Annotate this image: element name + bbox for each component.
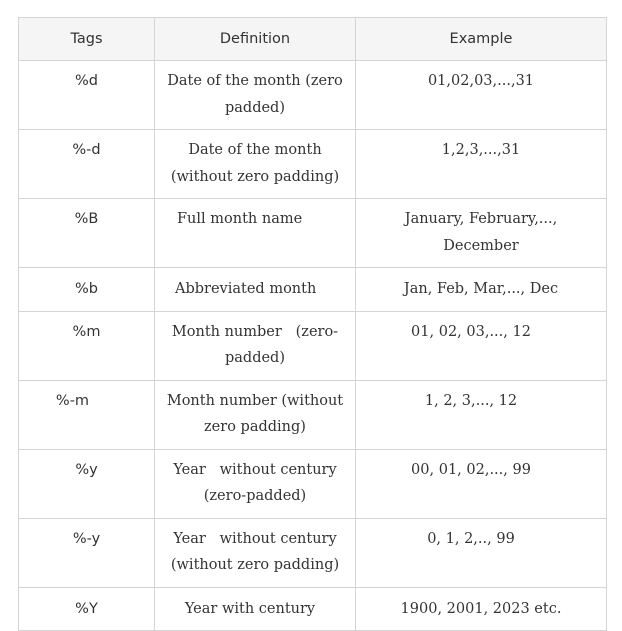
table-row bbox=[19, 518, 607, 587]
table-row bbox=[19, 61, 607, 130]
table-row bbox=[19, 449, 607, 518]
tag-cell: %b bbox=[19, 268, 155, 312]
tag-cell: %Y bbox=[19, 587, 155, 631]
tag-cell: %-y bbox=[19, 518, 155, 587]
definition-cell: Abbreviated month bbox=[155, 268, 356, 312]
example-cell: 01,02,03,...,31 bbox=[356, 61, 607, 130]
table-row bbox=[19, 380, 607, 449]
tag-cell: %y bbox=[19, 449, 155, 518]
definition-cell: Month number (without zero padding) bbox=[155, 380, 356, 449]
tag-cell: %B bbox=[19, 199, 155, 268]
tag-cell: %-m bbox=[19, 380, 155, 449]
tag-cell: %-d bbox=[19, 130, 155, 199]
definition-cell: Year without century (without zero padding) bbox=[155, 518, 356, 587]
example-cell: January, February,..., December bbox=[356, 199, 607, 268]
format-codes-table bbox=[18, 17, 607, 631]
table-row bbox=[19, 199, 607, 268]
example-cell: 0, 1, 2,.., 99 bbox=[356, 518, 607, 587]
table-row bbox=[19, 311, 607, 380]
definition-cell: Year with century bbox=[155, 587, 356, 631]
header-definition: Definition bbox=[155, 18, 356, 61]
table-row bbox=[19, 587, 607, 631]
header-example: Example bbox=[356, 18, 607, 61]
example-cell: 1,2,3,...,31 bbox=[356, 130, 607, 199]
header-tags: Tags bbox=[19, 18, 155, 61]
table-body bbox=[19, 61, 607, 631]
header-row bbox=[19, 18, 607, 61]
example-cell: 1900, 2001, 2023 etc. bbox=[356, 587, 607, 631]
example-cell: 01, 02, 03,..., 12 bbox=[356, 311, 607, 380]
format-codes-table-wrapper bbox=[18, 17, 606, 631]
definition-cell: Full month name bbox=[155, 199, 356, 268]
example-cell: 00, 01, 02,..., 99 bbox=[356, 449, 607, 518]
table-row bbox=[19, 268, 607, 312]
definition-cell: Date of the month (zero padded) bbox=[155, 61, 356, 130]
definition-cell: Date of the month (without zero padding) bbox=[155, 130, 356, 199]
definition-cell: Year without century (zero-padded) bbox=[155, 449, 356, 518]
tag-cell: %m bbox=[19, 311, 155, 380]
example-cell: Jan, Feb, Mar,..., Dec bbox=[356, 268, 607, 312]
table-row bbox=[19, 130, 607, 199]
table-header bbox=[19, 18, 607, 61]
tag-cell: %d bbox=[19, 61, 155, 130]
example-cell: 1, 2, 3,..., 12 bbox=[356, 380, 607, 449]
definition-cell: Month number (zero-padded) bbox=[155, 311, 356, 380]
